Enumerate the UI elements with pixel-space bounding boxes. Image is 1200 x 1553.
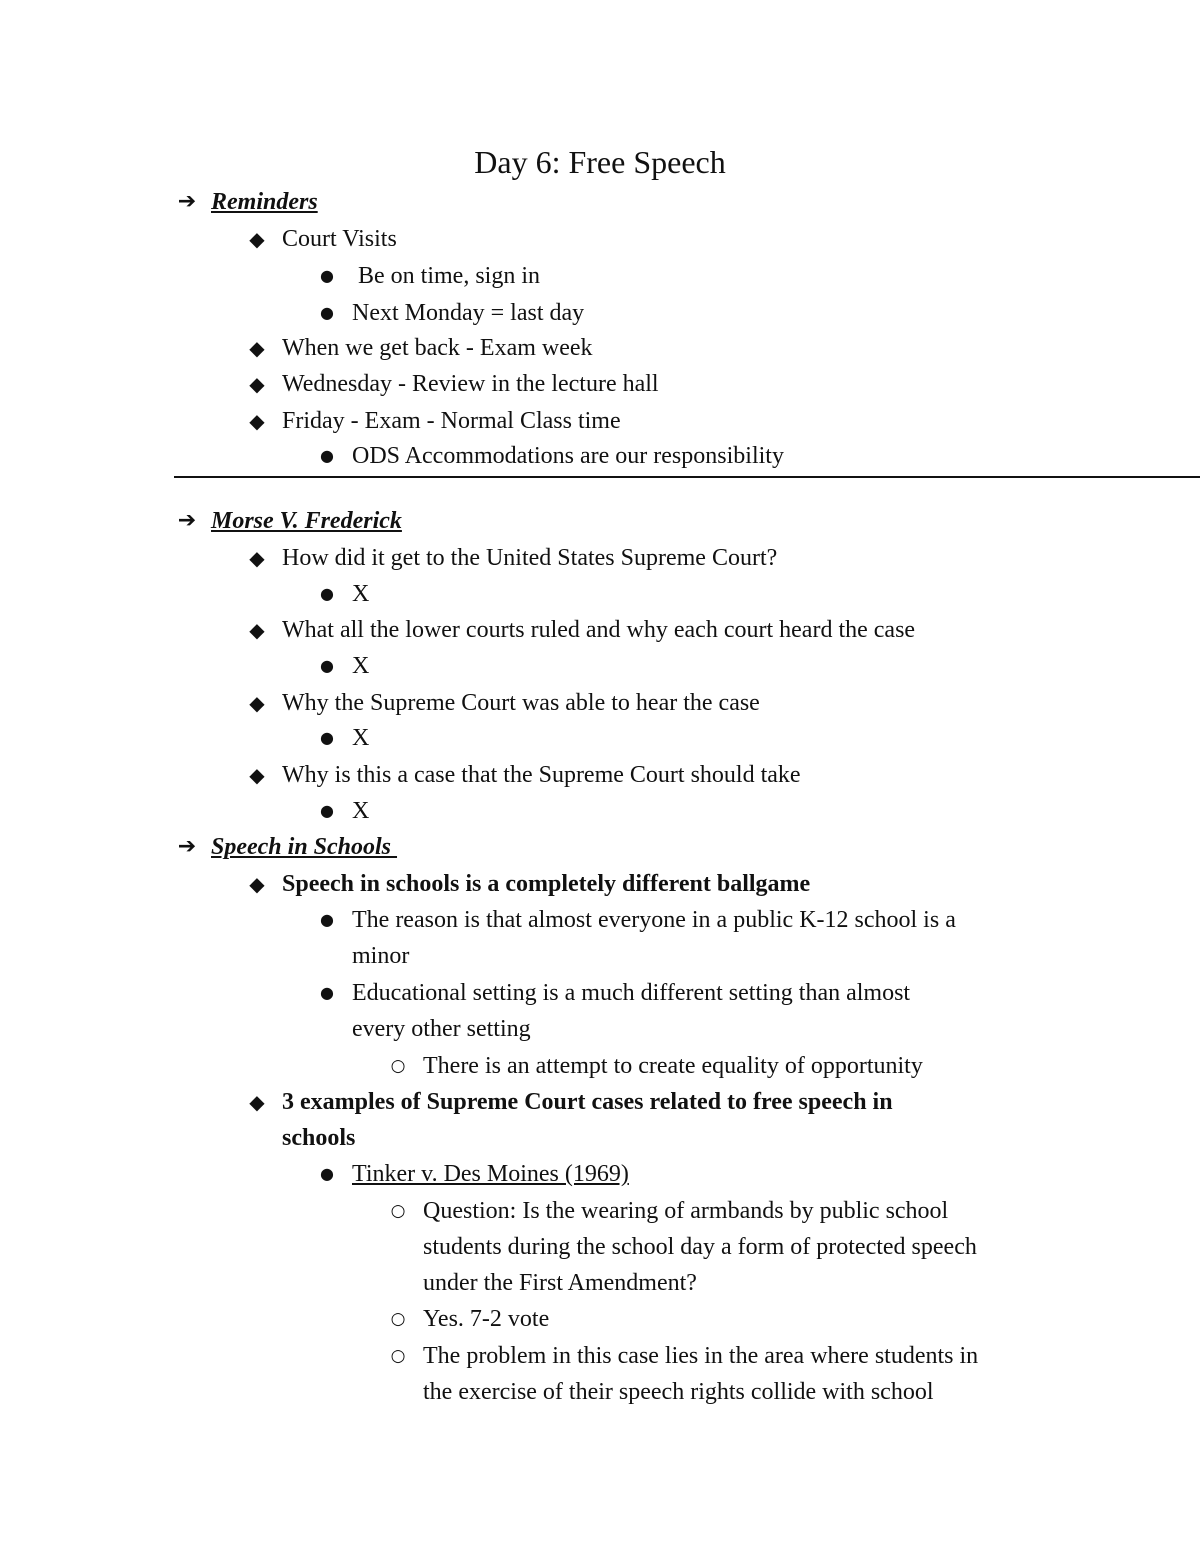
diamond-bullet-icon: ◆	[249, 409, 265, 433]
list-item-text: schools	[282, 1125, 356, 1151]
list-item-text: every other setting	[352, 1016, 531, 1042]
horizontal-divider	[174, 476, 1200, 478]
list-item	[0, 576, 1200, 612]
arrow-icon: ➔	[177, 508, 197, 533]
page-title: Day 6: Free Speech	[474, 144, 726, 180]
circle-bullet-icon: ○	[390, 1201, 406, 1221]
list-item-text: There is an attempt to create equality of opportunity	[423, 1053, 923, 1079]
list-item-text: Next Monday = last day	[352, 300, 585, 326]
list-item	[0, 685, 1200, 721]
heading-text: Reminders	[211, 189, 318, 215]
list-item-continuation	[0, 1265, 1200, 1301]
list-item	[0, 1193, 1200, 1229]
circle-bullet-icon: ○	[390, 1346, 406, 1366]
heading-text: Speech in Schools	[211, 834, 398, 860]
circle-bullet-icon: ○	[390, 1309, 406, 1329]
list-item-text: the exercise of their speech rights collide with school	[423, 1379, 934, 1405]
list-item-text: The problem in this case lies in the area where students in	[423, 1343, 979, 1369]
arrow-icon: ➔	[177, 189, 197, 214]
list-item-text: Why is this a case that the Supreme Court should take	[282, 762, 801, 788]
diamond-bullet-icon: ◆	[249, 1090, 265, 1114]
list-item-text: 3 examples of Supreme Court cases related to free speech in	[282, 1089, 893, 1115]
dot-bullet-icon: ●	[320, 728, 334, 747]
list-item-text: X	[352, 798, 370, 824]
list-item	[0, 1338, 1200, 1374]
list-item-continuation	[0, 1120, 1200, 1156]
section-heading-morse	[0, 503, 1200, 539]
dot-bullet-icon: ●	[320, 266, 334, 285]
list-item-text: under the First Amendment?	[423, 1270, 697, 1296]
list-item	[0, 295, 1200, 331]
list-item	[0, 438, 1200, 474]
list-item	[0, 1156, 1200, 1192]
list-item	[0, 403, 1200, 439]
case-name: Tinker v. Des Moines (1969)	[352, 1161, 629, 1187]
list-item-text: Friday - Exam - Normal Class time	[282, 408, 621, 434]
list-item-text: students during the school day a form of protected speech	[423, 1234, 977, 1260]
arrow-icon: ➔	[177, 834, 197, 859]
list-item-text: X	[352, 581, 370, 607]
list-item-text: Yes. 7-2 vote	[423, 1306, 550, 1332]
list-item	[0, 258, 1200, 294]
list-item-text: Wednesday - Review in the lecture hall	[282, 371, 659, 397]
list-item	[0, 793, 1200, 829]
diamond-bullet-icon: ◆	[249, 872, 265, 896]
list-item-text: Court Visits	[282, 226, 397, 252]
list-item	[0, 1048, 1200, 1084]
list-item-text: The reason is that almost everyone in a public K-12 school is a	[352, 907, 956, 933]
list-item-text: Question: Is the wearing of armbands by public school	[423, 1198, 949, 1224]
list-item-text: X	[352, 725, 370, 751]
list-item-text: X	[352, 653, 370, 679]
list-item	[0, 330, 1200, 366]
diamond-bullet-icon: ◆	[249, 618, 265, 642]
dot-bullet-icon: ●	[320, 303, 334, 322]
diamond-bullet-icon: ◆	[249, 691, 265, 715]
dot-bullet-icon: ●	[320, 983, 334, 1002]
list-item	[0, 1301, 1200, 1337]
diamond-bullet-icon: ◆	[249, 227, 265, 251]
list-item-continuation	[0, 1011, 1200, 1047]
circle-bullet-icon: ○	[390, 1056, 406, 1076]
list-item	[0, 648, 1200, 684]
list-item	[0, 612, 1200, 648]
list-item-continuation	[0, 1374, 1200, 1410]
diamond-bullet-icon: ◆	[249, 763, 265, 787]
dot-bullet-icon: ●	[320, 446, 334, 465]
list-item	[0, 975, 1200, 1011]
list-item-continuation	[0, 938, 1200, 974]
list-item	[0, 720, 1200, 756]
list-item-text: Be on time, sign in	[352, 263, 540, 289]
dot-bullet-icon: ●	[320, 910, 334, 929]
dot-bullet-icon: ●	[320, 1164, 334, 1183]
list-item-text: When we get back - Exam week	[282, 335, 593, 361]
list-item	[0, 366, 1200, 402]
list-item-text: ODS Accommodations are our responsibility	[352, 443, 784, 469]
list-item-text: How did it get to the United States Supreme Court?	[282, 545, 778, 571]
list-item	[0, 902, 1200, 938]
heading-text: Morse V. Frederick	[211, 508, 402, 534]
section-heading-reminders	[0, 184, 1200, 220]
list-item	[0, 1084, 1200, 1120]
list-item	[0, 866, 1200, 902]
list-item-text: What all the lower courts ruled and why each court heard the case	[282, 617, 916, 643]
list-item-continuation	[0, 1229, 1200, 1265]
list-item	[0, 757, 1200, 793]
list-item	[0, 221, 1200, 257]
dot-bullet-icon: ●	[320, 656, 334, 675]
dot-bullet-icon: ●	[320, 584, 334, 603]
list-item-text: Speech in schools is a completely different ballgame	[282, 871, 811, 897]
diamond-bullet-icon: ◆	[249, 336, 265, 360]
list-item-text: Educational setting is a much different setting than almost	[352, 980, 911, 1006]
list-item-text: minor	[352, 943, 410, 969]
section-heading-schools	[0, 829, 1200, 865]
dot-bullet-icon: ●	[320, 801, 334, 820]
diamond-bullet-icon: ◆	[249, 546, 265, 570]
diamond-bullet-icon: ◆	[249, 372, 265, 396]
list-item-text: Why the Supreme Court was able to hear the case	[282, 690, 760, 716]
list-item	[0, 540, 1200, 576]
